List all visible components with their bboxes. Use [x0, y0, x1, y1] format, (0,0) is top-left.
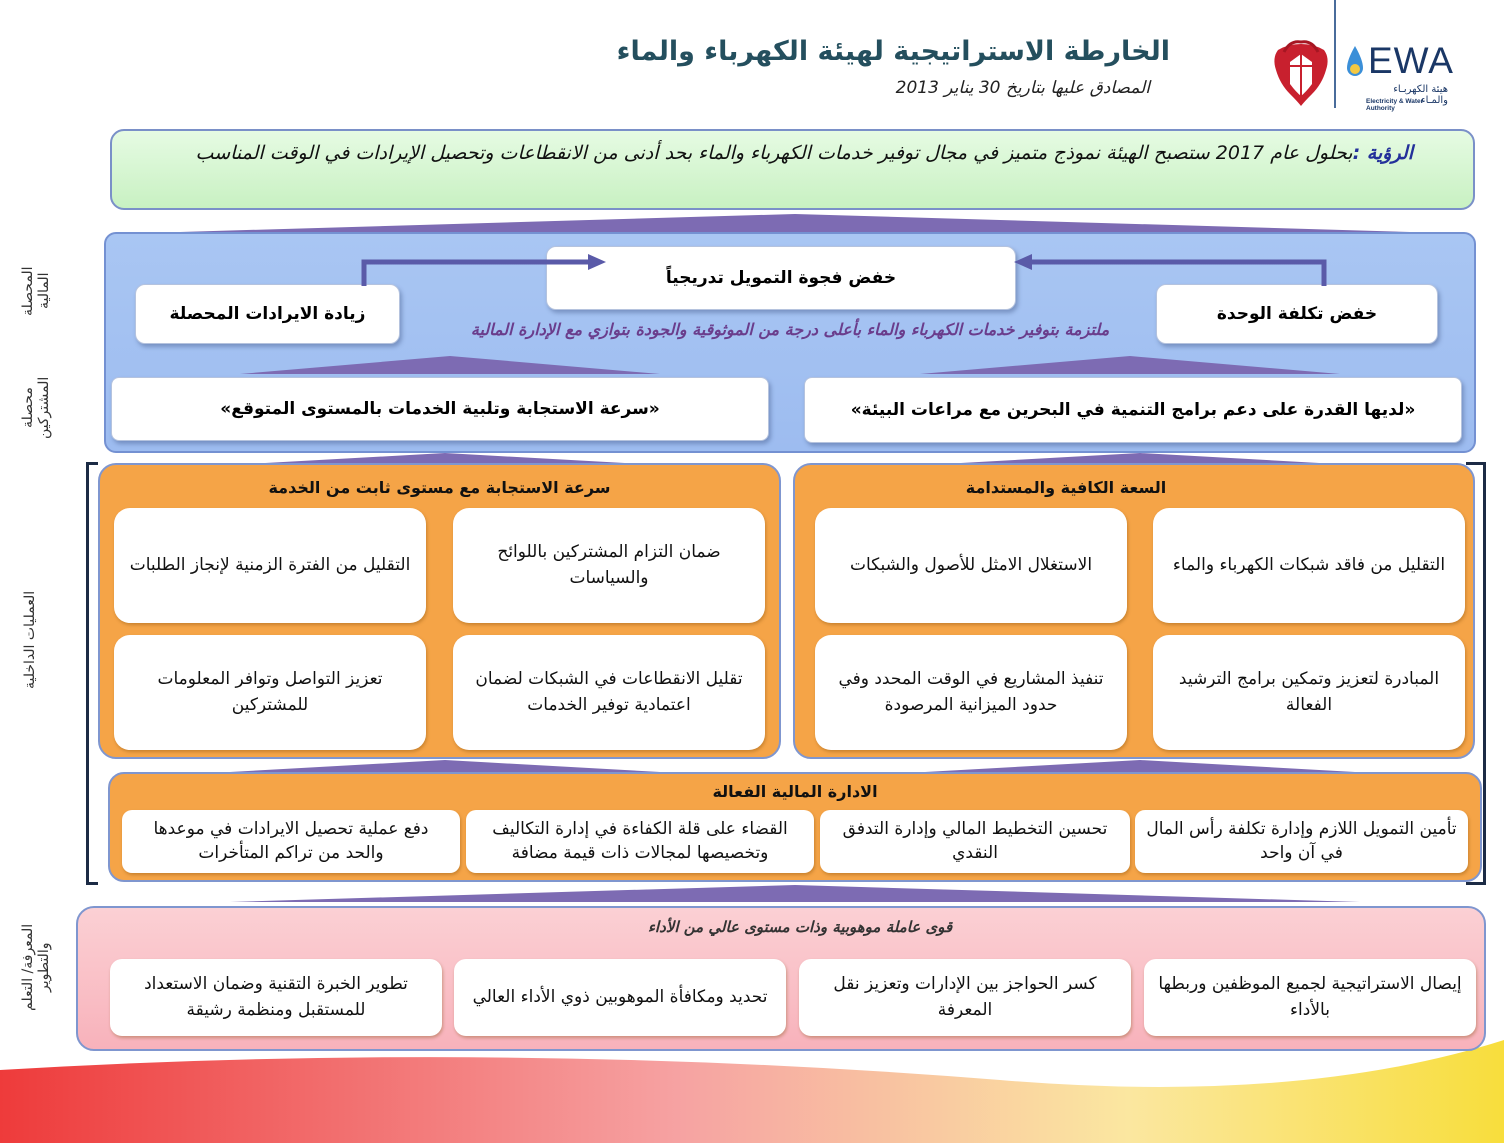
finance-card-3: القضاء على قلة الكفاءة في إدارة التكاليف وتخصيصها لمجالات ذات قيمة مضافة [466, 810, 814, 873]
side-label-financial: المحصلة المالية [20, 266, 53, 316]
finance-title: الادارة المالية الفعالة [712, 782, 878, 801]
side-label-internal: العمليات الداخلية [22, 590, 38, 690]
side-label-learning: المعرفة/ التعلم والتطوير [20, 923, 53, 1011]
internal-left-title: سرعة الاستجابة مع مستوى ثابت من الخدمة [268, 478, 611, 497]
ewa-logo-arabic: هيئة الكهربـاء والمـاء [1393, 84, 1448, 106]
vision-box [110, 129, 1475, 210]
connector-learning [230, 883, 1360, 903]
internal-right-card-3: المبادرة لتعزيز وتمكين برامج الترشيد الفعالة [1153, 635, 1465, 750]
learning-card-3: تحديد ومكافأة الموهوبين ذوي الأداء العالي [454, 959, 786, 1036]
finance-card-2: تحسين التخطيط المالي وإدارة التدفق النقدي [820, 810, 1130, 873]
arrow-right-to-center-icon [1000, 250, 1340, 290]
internal-right-card-4: تنفيذ المشاريع في الوقت المحدد وفي حدود الميزانية المرصودة [815, 635, 1127, 750]
vision-label: الرؤية : [1352, 142, 1413, 164]
learning-card-2: كسر الحواجز بين الإدارات وتعزيز نقل المعرفة [799, 959, 1131, 1036]
logo-divider [1334, 0, 1336, 108]
connector-customer-left [240, 354, 660, 376]
bracket-left [86, 462, 98, 885]
page-subtitle: المصادق عليها بتاريخ 30 يناير 2013 [895, 78, 1150, 98]
finance-card-1: تأمين التمويل اللازم وإدارة تكلفة رأس المال في آن واحد [1135, 810, 1468, 873]
connector-finance-right [925, 759, 1355, 773]
internal-right-title: السعة الكافية والمستدامة [965, 478, 1167, 497]
connector-vision [180, 210, 1410, 234]
vision-statement: بحلول عام 2017 ستصبح الهيئة نموذج متميز في مجال توفير خدمات الكهرباء والماء بحد أدنى من الانقطاعات وتحصيل الإيرادات في الوقت المناسب [195, 142, 1353, 164]
fin-right-box: خفض تكلفة الوحدة [1156, 284, 1438, 344]
page-title: الخارطة الاستراتيجية لهيئة الكهرباء والماء [616, 36, 1170, 67]
fin-left-box: زيادة الايرادات المحصلة [135, 284, 400, 344]
ewa-logo-english: Electricity & Water Authority [1366, 98, 1424, 112]
side-label-customers: محصلة المشتركين [20, 376, 53, 440]
internal-left-card-2: التقليل من الفترة الزمنية لإنجاز الطلبات [114, 508, 426, 623]
customer-left-box: «سرعة الاستجابة وتلبية الخدمات بالمستوى المتوقع» [111, 377, 769, 441]
internal-right-card-2: الاستغلال الامثل للأصول والشبكات [815, 508, 1127, 623]
learning-card-1: إيصال الاستراتيجية لجميع الموظفين وربطها بالأداء [1144, 959, 1476, 1036]
internal-left-card-1: ضمان التزام المشتركين باللوائح والسياسات [453, 508, 765, 623]
arrow-left-to-center-icon [350, 250, 620, 290]
fin-center-box: خفض فجوة التمويل تدريجياً [546, 246, 1016, 310]
vision-text [153, 142, 1413, 164]
customer-right-box: «لديها القدرة على دعم برامج التنمية في البحرين مع مراعات البيئة» [804, 377, 1462, 443]
water-drop-icon [1344, 44, 1366, 82]
learning-title: قوى عاملة موهوبية وذات مستوى عالي من الأداء [647, 918, 953, 936]
connector-customer-right [920, 354, 1340, 376]
internal-left-card-4: تعزيز التواصل وتوافر المعلومات للمشتركين [114, 635, 426, 750]
internal-right-card-1: التقليل من فاقد شبكات الكهرباء والماء [1153, 508, 1465, 623]
ewa-logo-text: EWA [1368, 40, 1454, 81]
internal-left-card-3: تقليل الانقطاعات في الشبكات لضمان اعتمادية توفير الخدمات [453, 635, 765, 750]
mission-statement: ملتزمة بتوفير خدمات الكهرباء والماء بأعلى درجة من الموثوقية والجودة بتوازي مع الإدارة المالية [470, 320, 1110, 339]
learning-card-4: تطوير الخبرة التقنية وضمان الاستعداد للمستقبل ومنظمة رشيقة [110, 959, 442, 1036]
finance-card-4: دفع عملية تحصيل الايرادات في موعدها والحد من تراكم المتأخرات [122, 810, 460, 873]
connector-finance-left [230, 759, 660, 773]
bahrain-crest-icon [1270, 40, 1332, 110]
